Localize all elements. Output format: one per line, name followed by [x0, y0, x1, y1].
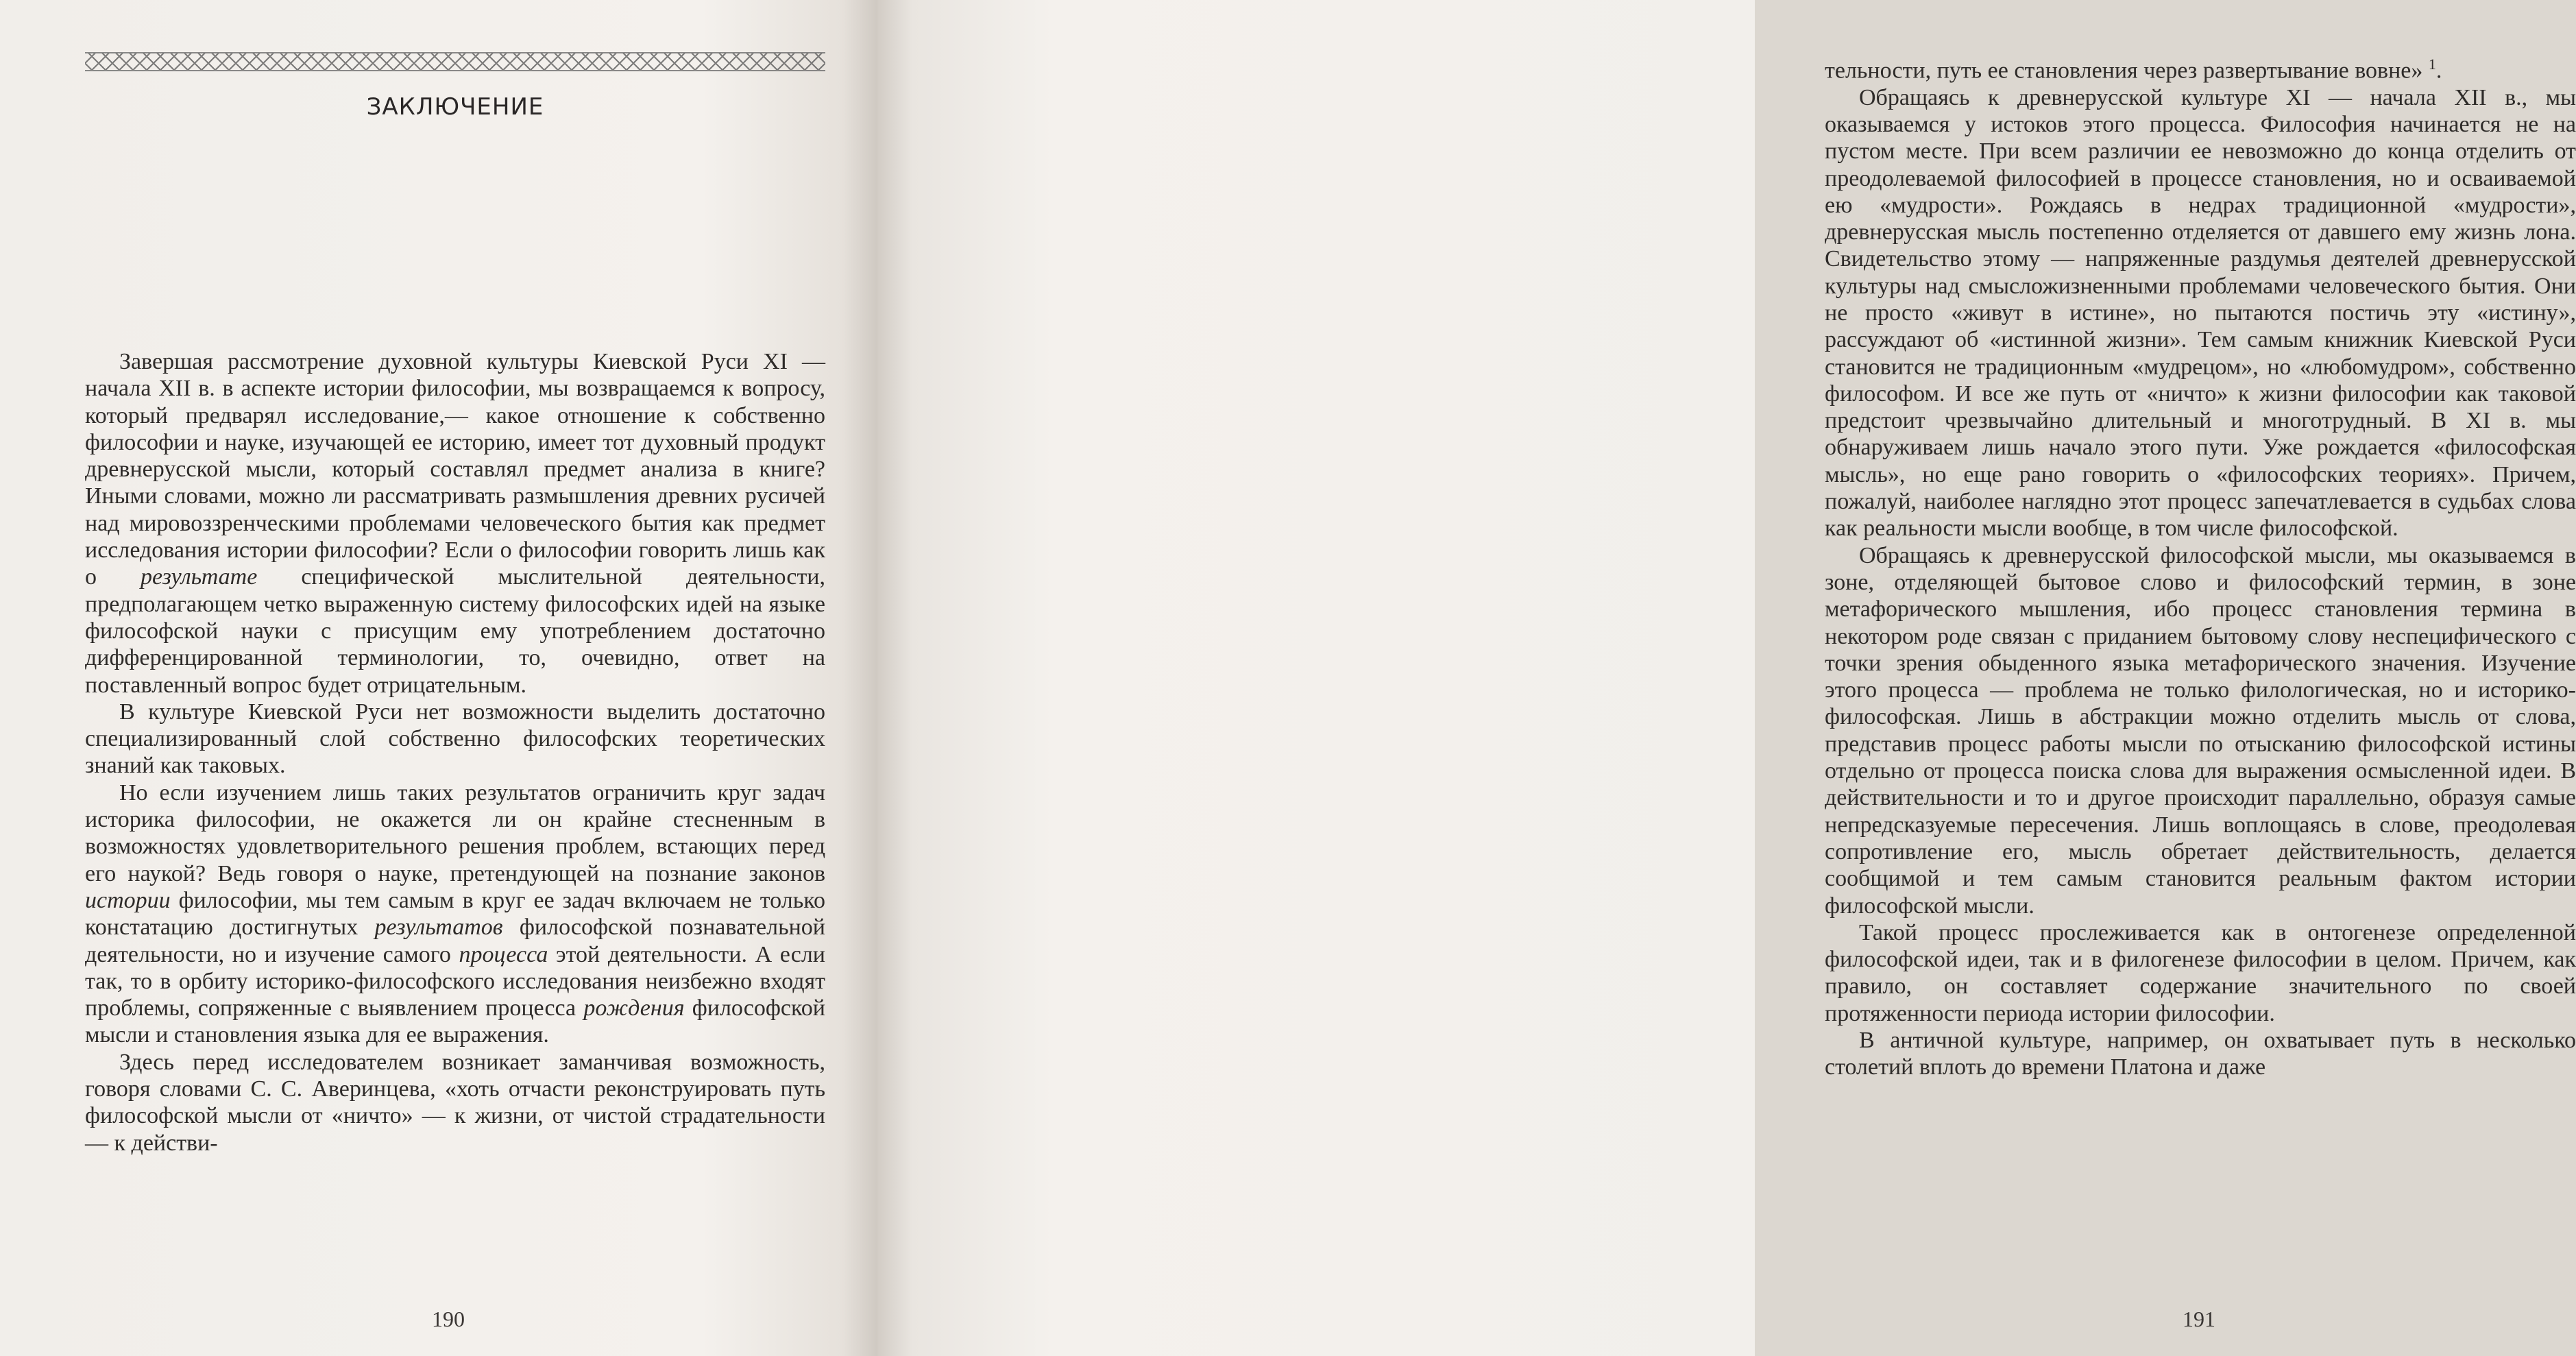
paragraph-text: философской мысли и становления языка для ее выражения.: [85, 995, 825, 1048]
paragraph-text: этой деятельности. А если так, то в орбиту историко-философского исследования неизбежно входят проблемы, сопряженные с выявлением процесса: [85, 941, 825, 1021]
footnote-marker: 1: [2428, 56, 2436, 73]
italic-term: результатов: [374, 915, 503, 941]
paragraph: Обращаясь к древнерусской философской мысли, мы оказываемся в зоне, отделяющей бытовое слово и философский термин, в зоне метафорического мышления, ибо процесс становления термина в некотором роде связан с приданием бытовому слову неспецифического с точки зрения обыденного языка метафорического значения. Изучение этого процесса — проблема не только филологическая, но и историко-философская. Лишь в абстракции можно отделить мысль от слова, представив процесс работы мысли по отысканию философской истины отдельно от процесса поиска слова для выражения осмысленной идеи. В действительности и то и другое происходит параллельно, образуя самые непредсказуемые пересечения. Лишь воплощаясь в слове, преодолевая сопротивление его, мысль обретает действительность, делается сообщимой и тем самым становится реальным фактом истории философской мысли.: [1825, 542, 2576, 919]
paragraph: В культуре Киевской Руси нет возможности выделить достаточно специализированный слой собственно философских теоретических знаний как таковых.: [85, 699, 825, 779]
paragraph-text: тельности, путь ее становления через развертывание вовне»: [1825, 58, 2429, 84]
paragraph: [85, 348, 825, 699]
right-page-body: [1825, 51, 2576, 1081]
ornamental-header-rule: [85, 52, 825, 71]
paragraph-continued: [1825, 51, 2576, 84]
right-page: [877, 0, 2576, 1356]
paragraph-text: философии, мы тем самым в круг ее задач включаем не только констатацию достигнутых: [85, 887, 825, 941]
paragraph: В античной культуре, например, он охватывает путь в несколько столетий вплоть до времени Платона и даже: [1825, 1028, 2576, 1080]
italic-term: процесса: [459, 941, 548, 967]
page-number: 191: [2183, 1307, 2215, 1331]
paragraph: Здесь перед исследователем возникает заманчивая возможность, говоря словами С. С. Аверинцева, «хоть отчасти реконструировать путь философской мысли от «ничто» — к жизни, от чистой страдательности — к действи-: [85, 1049, 825, 1156]
paragraph-text: Но если изучением лишь таких результатов ограничить круг задач историка философии, не окажется ли он крайне стесненным в возможностях удовлетворительного решения проблем, встающих перед его наукой? Ведь говоря о науке, претендующей на познание законов: [85, 779, 825, 886]
paragraph: Обращаясь к древнерусской культуре XI — начала XII в., мы оказываемся у истоков этого процесса. Философия начинается не на пустом месте. При всем различии ее невозможно до конца отделить от преодолеваемой философией в процессе становления, но и осваиваемой ею «мудрости». Рождаясь в недрах традиционной «мудрости», древнерусская мысль постепенно отделяется от давшего ему жизнь лона. Свидетельство этому — напряженные раздумья деятелей древнерусской культуры над смысложизненными проблемами человеческого бытия. Они не просто «живут в истине», но пытаются постичь эту «истину», рассуждают об «истинной жизни». Тем самым книжник Киевской Руси становится не традиционным «мудрецом», но «любомудром», собственно философом. И все же путь от «ничто» к жизни философии как таковой предстоит чрезвычайно длительный и многотрудный. В XI в. мы обнаруживаем лишь начало этого пути. Уже рождается «философская мысль», но еще рано говорить о «философских теориях». Причем, пожалуй, наиболее наглядно этот процесс запечатлевается в судьбах слова как реальности мысли вообще, в том числе философской.: [1825, 84, 2576, 542]
paragraph: [85, 779, 825, 1049]
paragraph-text: Завершая рассмотрение духовной культуры Киевской Руси XI — начала XII в. в аспекте истории философии, мы возвращаемся к вопросу, который предварял исследование,— какое отношение к собственно философии и науке, изучающей ее историю, имеет тот духовный продукт древнерусской мысли, который составлял предмет анализа в книге? Иными словами, можно ли рассматривать размышления древних русичей над мировоззренческими проблемами человеческого бытия как предмет исследования истории философии? Если о философии говорить лишь как о: [85, 349, 825, 590]
page-number: 190: [432, 1307, 465, 1331]
italic-term: результате: [141, 564, 258, 590]
paragraph-text: .: [2435, 58, 2442, 84]
paragraph-text: специфической мыслительной деятельности, предполагающем четко выраженную систему философских идей на языке философской науки с присущим ему употреблением достаточно дифференцированной терминологии, то, очевидно, ответ на поставленный вопрос будет отрицательным.: [85, 564, 825, 698]
left-page: [0, 0, 877, 1356]
paragraph: Такой процесс прослеживается как в онтогенезе определенной философской идеи, так и в филогенезе философии в целом. Причем, как правило, он составляет содержание значительного по своей протяженности периода истории философии.: [1825, 919, 2576, 1026]
chapter-title: ЗАКЛЮЧЕНИЕ: [366, 93, 544, 121]
paragraph-text: философской познавательной деятельности, но и изучение самого: [85, 915, 825, 967]
left-page-body: [85, 348, 825, 1157]
italic-term: истории: [85, 887, 171, 913]
italic-term: рождения: [583, 995, 685, 1021]
